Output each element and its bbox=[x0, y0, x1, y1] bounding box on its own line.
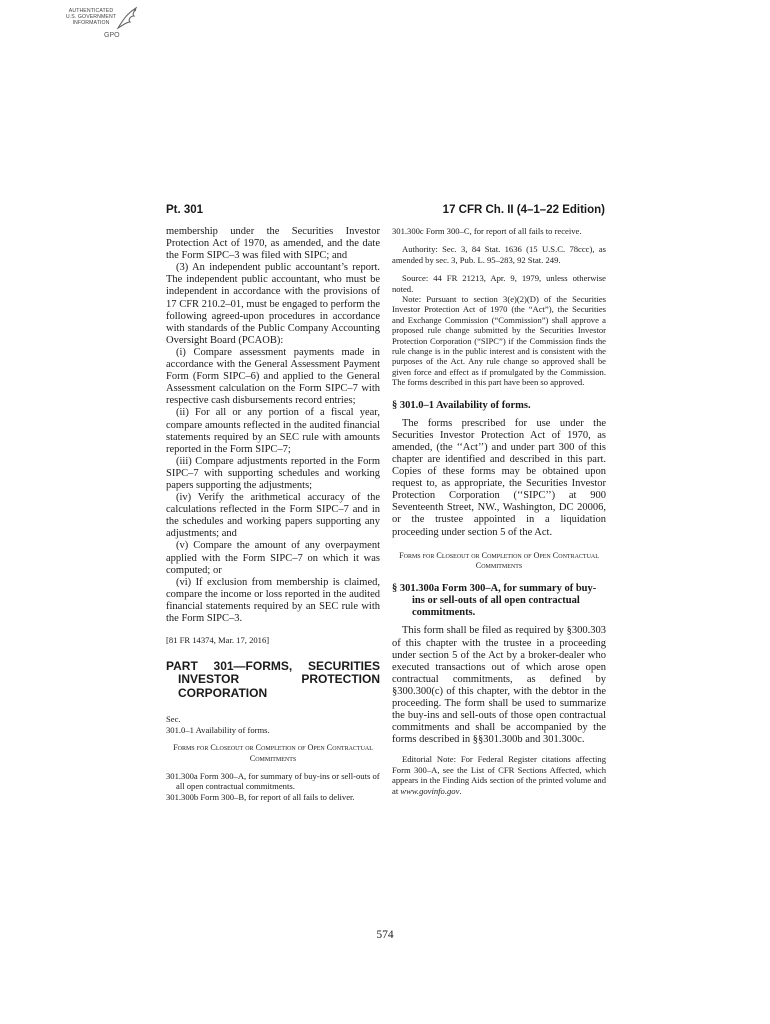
gpo-label: GPO bbox=[104, 32, 120, 39]
paragraph: membership under the Securities Investor Protection Act of 1970, as amended, and the date the Form SIPC–3 was filed with SIPC; and bbox=[166, 226, 380, 262]
paragraph: (i) Compare assessment payments made in accordance with the General Assessment Payment Form (Form SIPC–6) and applied to the General Assessment calculation on the Form SIPC–7 with respective cash disbursements record entries; bbox=[166, 346, 380, 407]
authority-note: Authority: Sec. 3, 84 Stat. 1636 (15 U.S.C. 78ccc), as amended by sec. 3, Pub. L. 95–283, 92 Stat. 249. bbox=[392, 244, 606, 265]
toc-sec-label: Sec. bbox=[166, 714, 181, 725]
part-label: Pt. 301 bbox=[166, 204, 204, 216]
paragraph: (iv) Verify the arithmetical accuracy of the calculations reflected in the Form SIPC–7 and in the schedules and working papers supporting any adjustments; and bbox=[166, 492, 380, 540]
section-heading: § 301.300a Form 300–A, for summary of buy-ins or sell-outs of all open contractual commitments. bbox=[392, 583, 597, 619]
citation: [81 FR 14374, Mar. 17, 2016] bbox=[166, 635, 270, 646]
logo-line-1: AUTHENTICATED bbox=[68, 8, 114, 14]
paragraph: The forms prescribed for use under the Securities Investor Protection Act of 1970, as amended, (the ‘‘Act’’) and under part 300 of this chapter are identified and described in this part. Copies of these forms may be obtained upon request to, as appropriate, the Securities Investor Protection Corporation (‘‘SIPC’’) at 900 Seventeenth Street, NW., Washington, DC 20006, or the trustee appointed in a liquidation proceeding under section 5 of the Act. bbox=[392, 417, 606, 538]
govinfo-link[interactable]: www.govinfo.gov bbox=[400, 785, 460, 796]
logo-line-2: U.S. GOVERNMENT bbox=[65, 14, 117, 20]
toc-entry: 301.300b Form 300–B, for report of all fails to deliver. bbox=[166, 791, 355, 802]
logo-text bbox=[60, 8, 122, 26]
source-note: Source: 44 FR 21213, Apr. 9, 1979, unless otherwise noted. bbox=[392, 273, 606, 294]
toc-entry: 301.300a Form 300–A, for summary of buy-ins or sell-outs of all open contractual commitments. bbox=[166, 770, 380, 792]
paragraph: (ii) For all or any portion of a fiscal year, compare amounts reflected in the audited financial statements required by an SEC rule with amounts reported in the Form SIPC–7; bbox=[166, 407, 380, 455]
editor-note: Note: Pursuant to section 3(e)(2)(D) of the Securities Investor Protection Act of 1970 (the “Act”), the Securities and Exchange Commission (“Commission”) shall approve a proposed rule change submitted by the Securities Investor Protection Corporation (“SIPC”) if the Commission finds the rule change is in the public interest and is consistent with the purposes of the Act. Any rule change so approved shall be given force and effect as if promulgated by the Commission. The forms described in this part have been so approved. bbox=[392, 294, 606, 388]
left-column bbox=[166, 226, 380, 802]
page-number: 574 bbox=[376, 929, 394, 941]
gpo-authentication-logo bbox=[60, 4, 144, 44]
editorial-note bbox=[392, 754, 606, 796]
toc-entry: 301.300c Form 300–C, for report of all fails to receive. bbox=[392, 226, 582, 236]
logo-line-3: INFORMATION bbox=[72, 20, 110, 26]
eagle-icon bbox=[114, 4, 144, 34]
paragraph: This form shall be filed as required by §300.303 of this chapter with the trustee in a proceeding under section 5 of the Act by a broker-dealer who executed transactions out of which arose open contractual commitments, as defined by §300.300(c) of this chapter, with the debtor in the proceeding. The form shall be used to summarize the buy-ins and sell-outs of those open contractual commitments and shall be accompanied by the forms described in §§301.300b and 301.300c. bbox=[392, 625, 606, 746]
part-title: PART 301—FORMS, SECURITIES INVESTOR PROTECTION CORPORATION bbox=[166, 658, 380, 700]
right-column bbox=[392, 226, 606, 796]
toc-entry: 301.0–1 Availability of forms. bbox=[166, 724, 270, 735]
editorial-note-end: . bbox=[459, 785, 462, 796]
paragraph: (v) Compare the amount of any overpayment applied with the Form SIPC–7 on which it was computed; or bbox=[166, 540, 380, 576]
editorial-note-text: Editorial Note: For Federal Register citations affecting Form 300–A, see the List of CFR Sections Affected, which appears in the Finding Aids section of the printed volume and at bbox=[392, 754, 606, 796]
toc-heading: Forms for Closeout or Completion of Open Contractual Commitments bbox=[173, 743, 373, 763]
paragraph: (iii) Compare adjustments reported in the Form SIPC–7 with supporting schedules and working papers supporting the adjustments; bbox=[166, 455, 380, 491]
section-heading: § 301.0–1 Availability of forms. bbox=[392, 399, 531, 411]
paragraph: (3) An independent public accountant’s report. The independent public accountant, who must be independent in accordance with the provisions of 17 CFR 210.2–01, must be engaged to perform the following agreed-upon procedures in accordance with standards of the Public Company Accounting Oversight Board (PCAOB): bbox=[166, 262, 380, 346]
edition-label: 17 CFR Ch. II (4–1–22 Edition) bbox=[442, 204, 605, 216]
paragraph: (vi) If exclusion from membership is claimed, compare the income or loss reported in the audited financial statements required by an SEC rule with the Form SIPC–3. bbox=[166, 576, 380, 624]
forms-heading: Forms for Closeout or Completion of Open Contractual Commitments bbox=[399, 550, 599, 571]
